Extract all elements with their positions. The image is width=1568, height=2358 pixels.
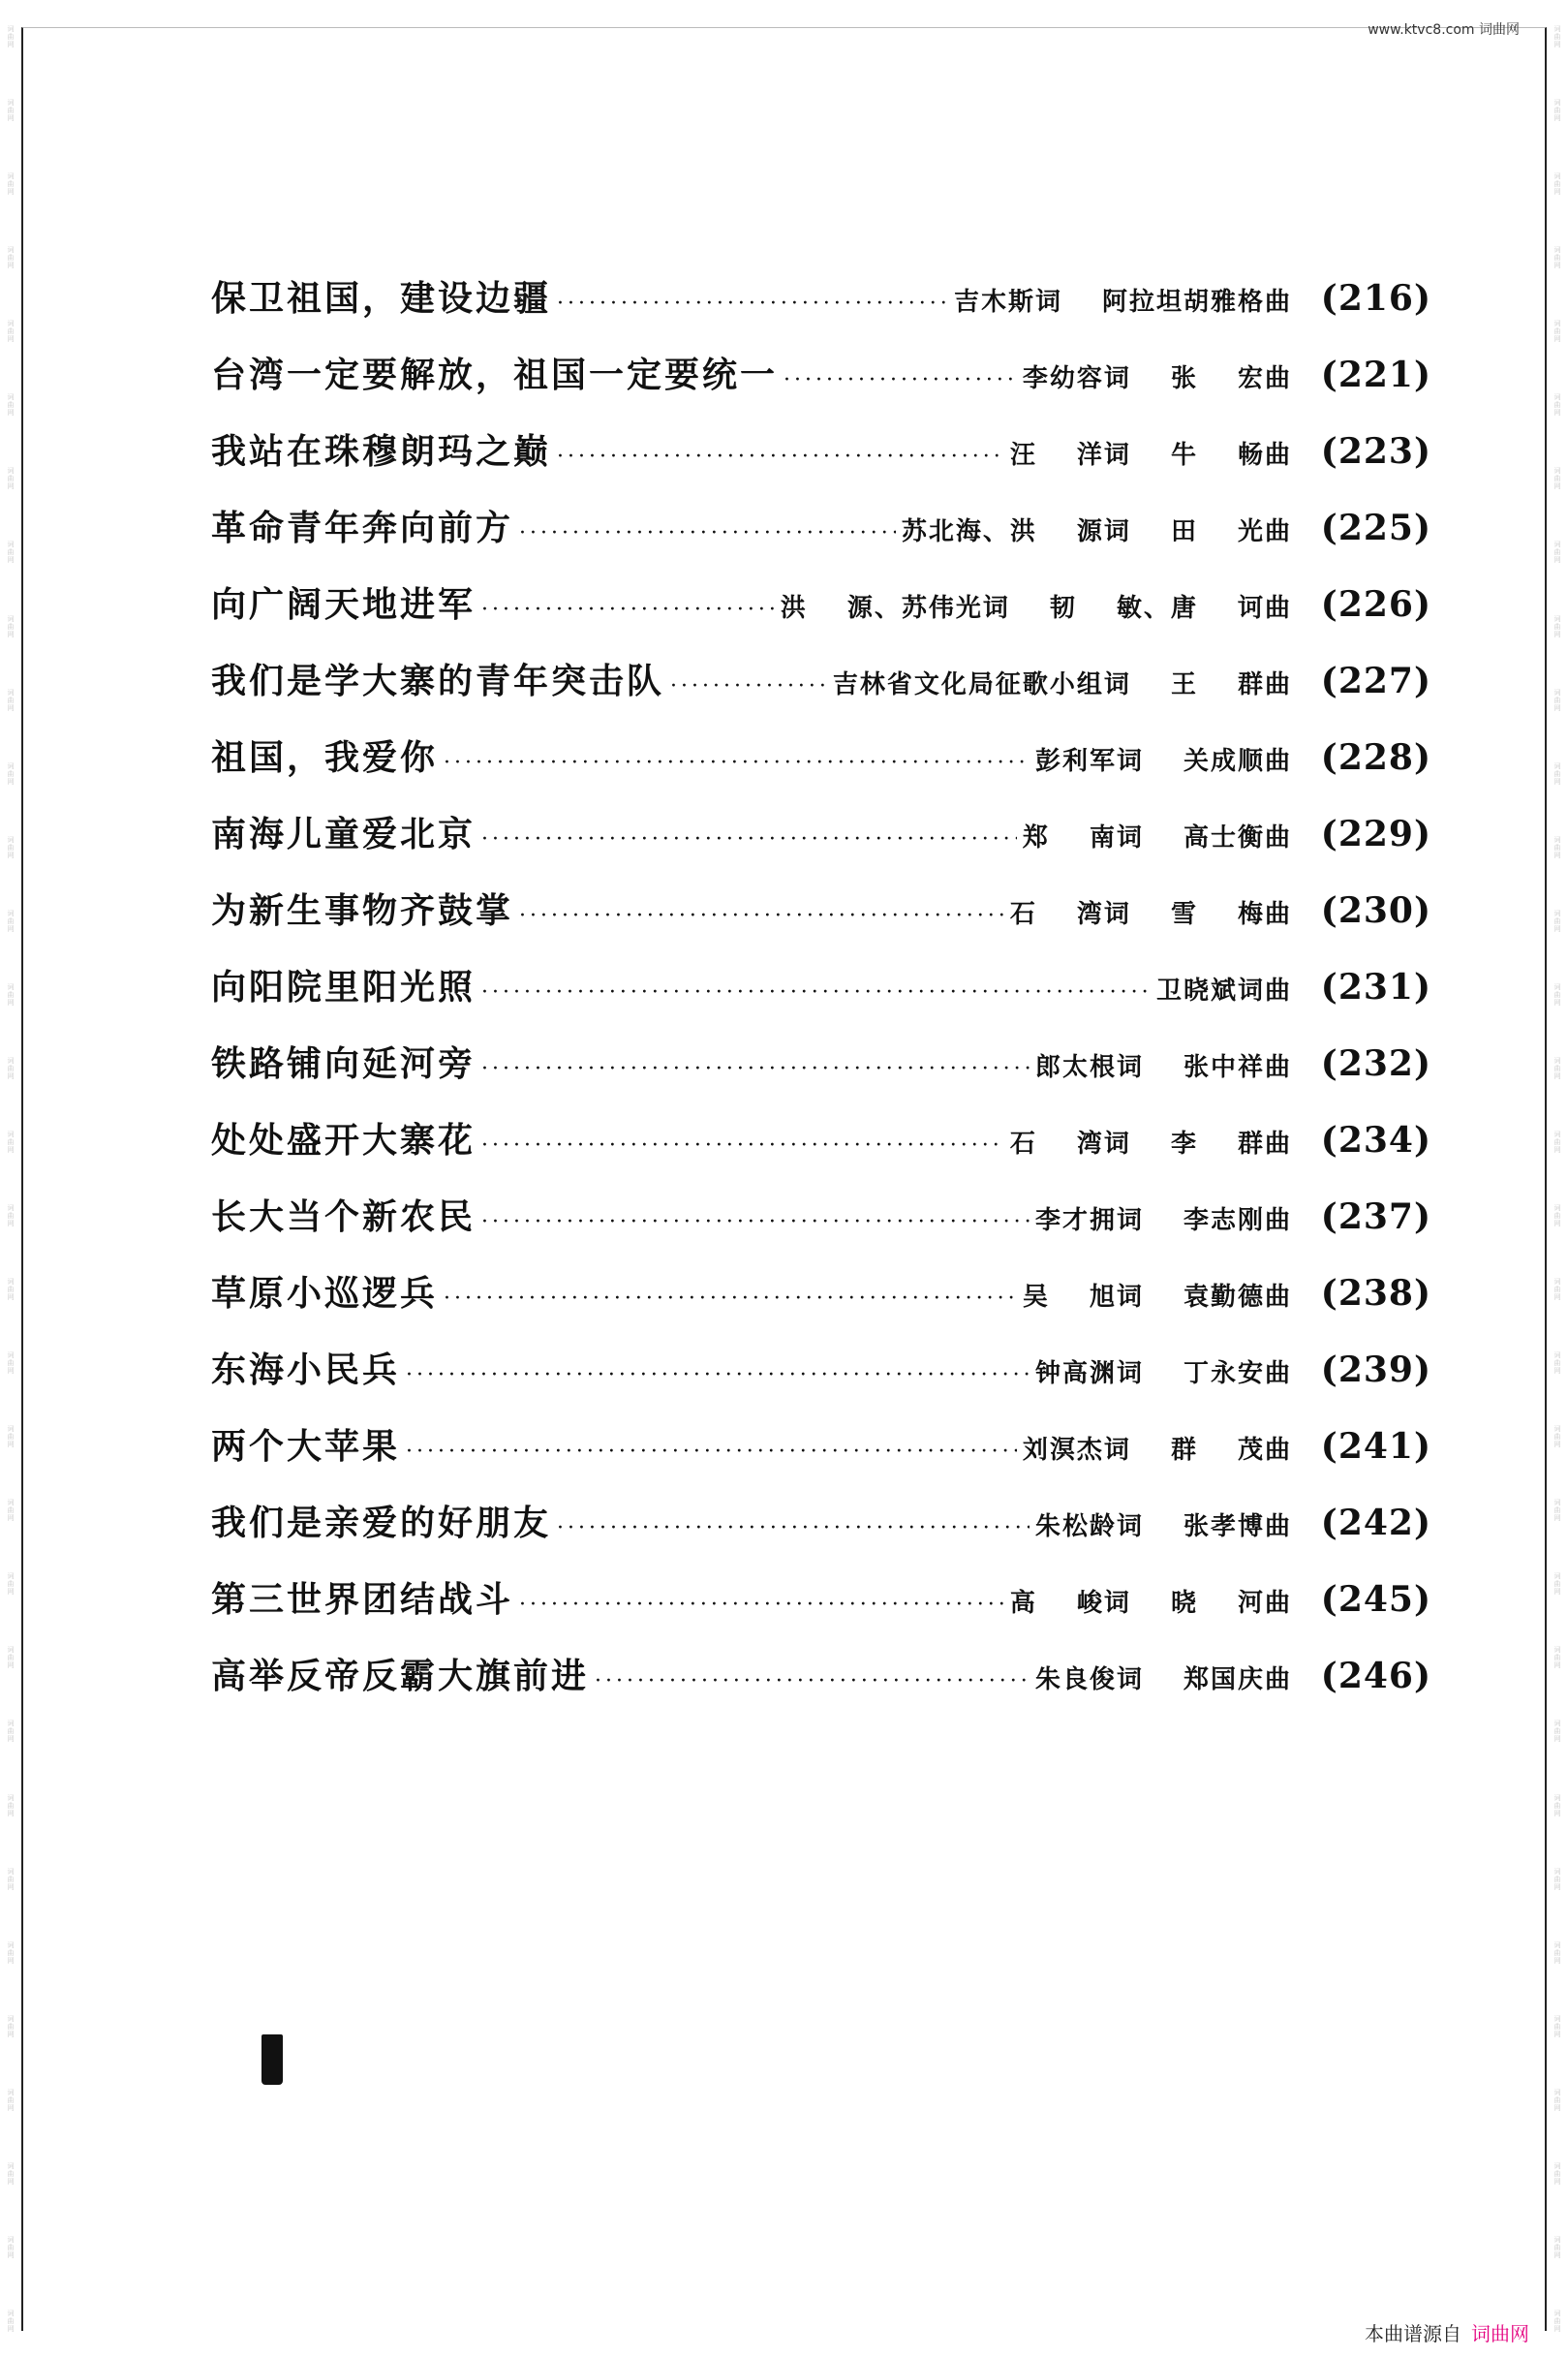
watermark-text: 词曲网 bbox=[1553, 246, 1561, 270]
footer-source-text: 本曲谱源自 bbox=[1365, 2322, 1461, 2345]
toc-row[interactable] bbox=[211, 271, 1431, 348]
toc-row[interactable] bbox=[211, 1037, 1431, 1113]
page-number: (246) bbox=[1320, 1656, 1431, 1696]
song-credit: 石 湾词 雪 梅曲 bbox=[1009, 900, 1292, 929]
watermark-text: 词曲网 bbox=[1553, 25, 1561, 49]
watermark-text: 词曲网 bbox=[1553, 2088, 1561, 2112]
watermark-text: 词曲网 bbox=[7, 1867, 15, 1891]
song-credit: 郎太根词 张中祥曲 bbox=[1034, 1053, 1292, 1082]
toc-row[interactable] bbox=[211, 1113, 1431, 1190]
watermark-text: 词曲网 bbox=[1553, 172, 1561, 197]
page-number: (225) bbox=[1320, 508, 1431, 548]
watermark-text: 词曲网 bbox=[1553, 1351, 1561, 1376]
song-title: 向阳院里阳光照 bbox=[211, 967, 477, 1008]
watermark-text: 词曲网 bbox=[7, 172, 15, 197]
watermark-text: 词曲网 bbox=[1553, 1793, 1561, 1817]
toc-row[interactable] bbox=[211, 807, 1431, 884]
song-credit: 吉木斯词 阿拉坦胡雅格曲 bbox=[953, 288, 1292, 317]
song-title: 第三世界团结战斗 bbox=[211, 1579, 514, 1620]
watermark-text: 词曲网 bbox=[7, 1499, 15, 1523]
dot-leader bbox=[557, 445, 1004, 469]
watermark-text: 词曲网 bbox=[1553, 393, 1561, 418]
song-title: 为新生事物齐鼓掌 bbox=[211, 890, 514, 931]
dot-leader bbox=[557, 292, 948, 316]
song-credit: 吴 旭词 袁勤德曲 bbox=[1022, 1283, 1292, 1312]
watermark-text: 词曲网 bbox=[1553, 320, 1561, 344]
watermark-text: 词曲网 bbox=[1553, 761, 1561, 786]
dot-leader bbox=[481, 980, 1151, 1005]
watermark-text: 词曲网 bbox=[7, 761, 15, 786]
song-title: 革命青年奔向前方 bbox=[211, 508, 514, 548]
watermark-text: 词曲网 bbox=[1553, 688, 1561, 712]
watermark-text: 词曲网 bbox=[1553, 982, 1561, 1007]
watermark-text: 词曲网 bbox=[1553, 835, 1561, 859]
song-credit: 石 湾词 李 群曲 bbox=[1009, 1130, 1292, 1159]
watermark-text: 词曲网 bbox=[1553, 1425, 1561, 1449]
page-number: (231) bbox=[1320, 967, 1431, 1008]
page-number: (242) bbox=[1320, 1503, 1431, 1543]
song-credit: 吉林省文化局征歌小组词 王 群曲 bbox=[832, 670, 1292, 699]
song-credit: 高 峻词 晓 河曲 bbox=[1009, 1589, 1292, 1618]
watermark-text: 词曲网 bbox=[7, 688, 15, 712]
watermark-text: 词曲网 bbox=[1553, 2014, 1561, 2038]
watermark-text: 词曲网 bbox=[7, 246, 15, 270]
song-title: 长大当个新农民 bbox=[211, 1196, 477, 1237]
watermark-text: 词曲网 bbox=[7, 614, 15, 638]
watermark-text: 词曲网 bbox=[1553, 909, 1561, 933]
dot-leader bbox=[784, 368, 1017, 392]
song-title: 处处盛开大寨花 bbox=[211, 1120, 477, 1161]
watermark-text: 词曲网 bbox=[7, 1572, 15, 1597]
watermark-text: 词曲网 bbox=[1553, 1056, 1561, 1080]
song-credit: 洪 源、苏伟光词 韧 敏、唐 诃曲 bbox=[780, 594, 1292, 623]
toc-row[interactable] bbox=[211, 1190, 1431, 1266]
toc-row[interactable] bbox=[211, 884, 1431, 960]
page-number: (223) bbox=[1320, 431, 1431, 472]
dot-leader bbox=[481, 1057, 1030, 1081]
dot-leader bbox=[557, 1516, 1030, 1540]
song-title: 草原小巡逻兵 bbox=[211, 1273, 439, 1314]
song-title: 我站在珠穆朗玛之巅 bbox=[211, 431, 552, 472]
toc-row[interactable] bbox=[211, 730, 1431, 807]
dot-leader bbox=[481, 598, 775, 622]
toc-row[interactable] bbox=[211, 348, 1431, 424]
watermark-text: 词曲网 bbox=[7, 1278, 15, 1302]
song-credit: 彭利军词 关成顺曲 bbox=[1034, 747, 1292, 776]
page-number: (245) bbox=[1320, 1579, 1431, 1620]
dot-leader bbox=[406, 1440, 1017, 1464]
page-number: (216) bbox=[1320, 278, 1431, 319]
song-title: 我们是亲爱的好朋友 bbox=[211, 1503, 552, 1543]
toc-row[interactable] bbox=[211, 1343, 1431, 1419]
watermark-text: 词曲网 bbox=[7, 99, 15, 123]
song-title: 台湾一定要解放，祖国一定要统一 bbox=[211, 355, 779, 395]
watermark-text: 词曲网 bbox=[7, 1425, 15, 1449]
watermark-text: 词曲网 bbox=[7, 1793, 15, 1817]
page-number: (221) bbox=[1320, 355, 1431, 395]
page-number: (227) bbox=[1320, 661, 1431, 701]
watermark-text: 词曲网 bbox=[1553, 1204, 1561, 1228]
song-title: 高举反帝反霸大旗前进 bbox=[211, 1656, 590, 1696]
page-number: (229) bbox=[1320, 814, 1431, 854]
dot-leader bbox=[519, 1593, 1004, 1617]
footer bbox=[1365, 2318, 1529, 2346]
page-number: (228) bbox=[1320, 737, 1431, 778]
page-number: (234) bbox=[1320, 1120, 1431, 1161]
toc-row[interactable] bbox=[211, 1649, 1431, 1725]
watermark-text: 词曲网 bbox=[7, 1351, 15, 1376]
page-mark bbox=[261, 2034, 283, 2085]
song-title: 祖国，我爱你 bbox=[211, 737, 439, 778]
dot-leader bbox=[481, 1133, 1004, 1158]
song-credit: 李才拥词 李志刚曲 bbox=[1034, 1206, 1292, 1235]
watermark-text: 词曲网 bbox=[7, 467, 15, 491]
song-title: 东海小民兵 bbox=[211, 1350, 401, 1390]
watermark-text: 词曲网 bbox=[1553, 1499, 1561, 1523]
watermark-text: 词曲网 bbox=[1553, 1940, 1561, 1965]
song-title: 我们是学大寨的青年突击队 bbox=[211, 661, 665, 701]
song-title: 保卫祖国，建设边疆 bbox=[211, 278, 552, 319]
dot-leader bbox=[406, 1363, 1030, 1387]
watermark-text: 词曲网 bbox=[1553, 2235, 1561, 2259]
watermark-text: 词曲网 bbox=[7, 1204, 15, 1228]
table-of-contents bbox=[211, 271, 1431, 1725]
dot-leader bbox=[444, 1287, 1017, 1311]
page-number: (230) bbox=[1320, 890, 1431, 931]
watermark-text: 词曲网 bbox=[1553, 1720, 1561, 1744]
song-title: 南海儿童爱北京 bbox=[211, 814, 477, 854]
song-credit: 刘溟杰词 群 茂曲 bbox=[1022, 1436, 1292, 1465]
page-number: (241) bbox=[1320, 1426, 1431, 1467]
dot-leader bbox=[670, 674, 827, 698]
watermark-text: 词曲网 bbox=[7, 1130, 15, 1154]
page-number: (237) bbox=[1320, 1196, 1431, 1237]
watermark-text: 词曲网 bbox=[1553, 614, 1561, 638]
toc-row[interactable] bbox=[211, 654, 1431, 730]
dot-leader bbox=[481, 1210, 1030, 1234]
toc-row[interactable] bbox=[211, 1266, 1431, 1343]
toc-row[interactable] bbox=[211, 501, 1431, 577]
song-credit: 卫晓斌词曲 bbox=[1155, 977, 1292, 1006]
watermark-text: 词曲网 bbox=[7, 1646, 15, 1670]
watermark-text: 词曲网 bbox=[7, 320, 15, 344]
song-title: 铁路铺向延河旁 bbox=[211, 1043, 477, 1084]
page-number: (226) bbox=[1320, 584, 1431, 625]
toc-row[interactable] bbox=[211, 424, 1431, 501]
watermark-text: 词曲网 bbox=[1553, 1646, 1561, 1670]
left-watermark-strip bbox=[2, 0, 19, 2358]
watermark-text: 词曲网 bbox=[7, 2088, 15, 2112]
watermark-text: 词曲网 bbox=[1553, 2309, 1561, 2333]
page-number: (232) bbox=[1320, 1043, 1431, 1084]
watermark-text: 词曲网 bbox=[7, 2235, 15, 2259]
watermark-text: 词曲网 bbox=[1553, 1278, 1561, 1302]
watermark-text: 词曲网 bbox=[1553, 1130, 1561, 1154]
page-number: (238) bbox=[1320, 1273, 1431, 1314]
right-watermark-strip bbox=[1549, 0, 1566, 2358]
watermark-text: 词曲网 bbox=[7, 835, 15, 859]
dot-leader bbox=[519, 521, 896, 545]
song-credit: 郑 南词 高士衡曲 bbox=[1022, 823, 1292, 853]
watermark-text: 词曲网 bbox=[7, 982, 15, 1007]
watermark-text: 词曲网 bbox=[7, 2161, 15, 2186]
watermark-text: 词曲网 bbox=[1553, 541, 1561, 565]
watermark-text: 词曲网 bbox=[7, 1720, 15, 1744]
watermark-text: 词曲网 bbox=[7, 2014, 15, 2038]
song-title: 两个大苹果 bbox=[211, 1426, 401, 1467]
dot-leader bbox=[481, 827, 1017, 852]
watermark-text: 词曲网 bbox=[7, 1940, 15, 1965]
watermark-text: 词曲网 bbox=[1553, 1867, 1561, 1891]
song-credit: 钟高渊词 丁永安曲 bbox=[1034, 1359, 1292, 1388]
watermark-text: 词曲网 bbox=[1553, 1572, 1561, 1597]
song-credit: 李幼容词 张 宏曲 bbox=[1022, 364, 1292, 393]
song-credit: 朱松龄词 张孝博曲 bbox=[1034, 1512, 1292, 1541]
toc-row[interactable] bbox=[211, 960, 1431, 1037]
watermark-text: 词曲网 bbox=[7, 1056, 15, 1080]
dot-leader bbox=[595, 1669, 1030, 1693]
watermark-text: 词曲网 bbox=[7, 2309, 15, 2333]
watermark-text: 词曲网 bbox=[1553, 2161, 1561, 2186]
toc-row[interactable] bbox=[211, 577, 1431, 654]
song-credit: 汪 洋词 牛 畅曲 bbox=[1009, 441, 1292, 470]
watermark-text: 词曲网 bbox=[1553, 467, 1561, 491]
watermark-text: 词曲网 bbox=[7, 541, 15, 565]
header-url[interactable]: www.ktvc8.com 词曲网 bbox=[1368, 22, 1520, 38]
watermark-text: 词曲网 bbox=[1553, 99, 1561, 123]
dot-leader bbox=[444, 751, 1030, 775]
toc-row[interactable] bbox=[211, 1496, 1431, 1572]
song-title: 向广阔天地进军 bbox=[211, 584, 477, 625]
toc-row[interactable] bbox=[211, 1572, 1431, 1649]
dot-leader bbox=[519, 904, 1004, 928]
footer-brand-link[interactable]: 词曲网 bbox=[1471, 2322, 1529, 2345]
toc-row[interactable] bbox=[211, 1419, 1431, 1496]
watermark-text: 词曲网 bbox=[7, 25, 15, 49]
song-credit: 苏北海、洪 源词 田 光曲 bbox=[901, 517, 1292, 546]
page-number: (239) bbox=[1320, 1350, 1431, 1390]
watermark-text: 词曲网 bbox=[7, 909, 15, 933]
watermark-text: 词曲网 bbox=[7, 393, 15, 418]
song-credit: 朱良俊词 郑国庆曲 bbox=[1034, 1665, 1292, 1694]
